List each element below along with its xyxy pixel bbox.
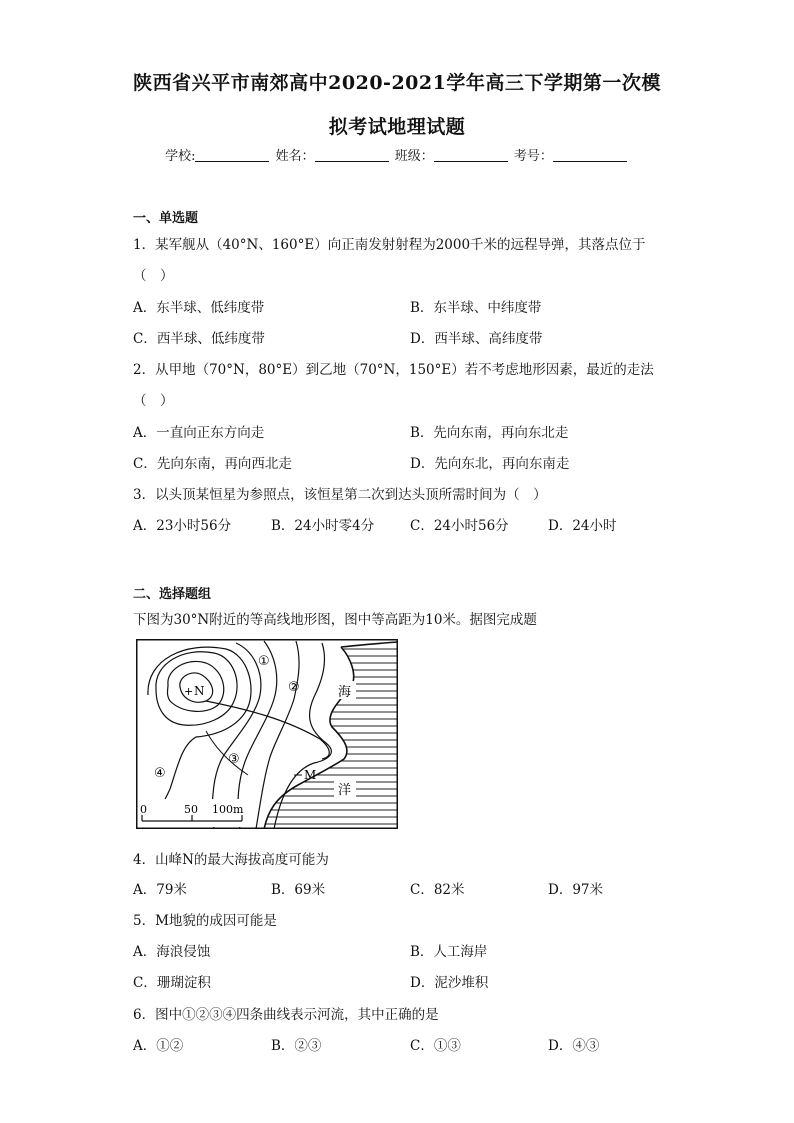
peak-marker: + <box>184 685 194 698</box>
name-label: 姓名： <box>275 149 315 164</box>
question-4-text: 4．山峰N的最大海拔高度可能为 <box>133 852 329 868</box>
question-4-option-a[interactable]: A．79米 <box>133 882 187 898</box>
class-label: 班级： <box>394 149 434 164</box>
label-river-1: ① <box>258 654 270 669</box>
number-label: 考号： <box>513 149 553 164</box>
question-4-option-c[interactable]: C．82米 <box>410 882 465 898</box>
question-1-option-d[interactable]: D．西半球、高纬度带 <box>410 331 543 347</box>
question-3-option-b[interactable]: B．24小时零4分 <box>271 518 375 534</box>
question-5-option-c[interactable]: C．珊瑚淀积 <box>133 975 211 991</box>
class-blank[interactable] <box>434 149 508 162</box>
label-river-3: ③ <box>228 752 240 767</box>
label-N: N <box>194 684 205 698</box>
question-1-option-b[interactable]: B．东半球、中纬度带 <box>410 300 542 316</box>
name-blank[interactable] <box>315 149 389 162</box>
question-1-text: 1．某军舰从（40°N、160°E）向正南发射射程为2000千米的远程导弹，其落点位于 <box>133 237 646 253</box>
question-2-option-d[interactable]: D．先向东北，再向东南走 <box>410 456 570 472</box>
question-6-option-c[interactable]: C．①③ <box>410 1038 461 1054</box>
question-2-option-c[interactable]: C．先向东南，再向西北走 <box>133 456 292 472</box>
question-6-option-d[interactable]: D．④③ <box>548 1038 600 1054</box>
question-2-option-b[interactable]: B．先向东南，再向东北走 <box>410 425 569 441</box>
question-2-option-a[interactable]: A．一直向正东方向走 <box>133 425 265 441</box>
section-heading-single-choice: 一、单选题 <box>133 211 199 226</box>
section-heading-question-group: 二、选择题组 <box>133 587 212 602</box>
question-1-paren: （ ） <box>133 268 174 284</box>
scale-label-100m: 100m <box>212 803 244 816</box>
number-blank[interactable] <box>553 149 627 162</box>
question-5-option-b[interactable]: B．人工海岸 <box>410 944 488 960</box>
question-5-text: 5．M地貌的成因可能是 <box>133 913 277 929</box>
student-info-row <box>0 145 794 164</box>
question-3-option-d[interactable]: D．24小时 <box>548 518 617 534</box>
scale-label-0: 0 <box>140 803 147 816</box>
question-1-option-c[interactable]: C．西半球、低纬度带 <box>133 331 265 347</box>
label-river-2: ② <box>288 680 300 695</box>
question-3-text: 3．以头顶某恒星为参照点，该恒星第二次到达头顶所需时间为（ ） <box>133 487 547 503</box>
contour-map-figure <box>136 639 398 829</box>
page-title: 陕西省兴平市南郊高中2020-2021学年高三下学期第一次模 <box>133 72 661 94</box>
label-river-4: ④ <box>154 766 166 781</box>
question-6-option-a[interactable]: A．①② <box>133 1038 184 1054</box>
section-2-intro: 下图为30°N附近的等高线地形图，图中等高距为10米。据图完成题 <box>133 612 537 628</box>
label-ocean: 洋 <box>338 783 352 798</box>
question-5-option-a[interactable]: A．海浪侵蚀 <box>133 944 211 960</box>
page-title-continued: 拟考试地理试题 <box>328 116 466 138</box>
question-4-option-d[interactable]: D．97米 <box>548 882 604 898</box>
question-4-option-b[interactable]: B．69米 <box>271 882 326 898</box>
question-2-paren: （ ） <box>133 393 174 409</box>
question-5-option-d[interactable]: D．泥沙堆积 <box>410 975 489 991</box>
question-3-option-a[interactable]: A．23小时56分 <box>133 518 232 534</box>
question-3-option-c[interactable]: C．24小时56分 <box>410 518 509 534</box>
scale-label-50: 50 <box>184 803 198 816</box>
school-label: 学校: <box>165 149 196 164</box>
label-sea: 海 <box>338 685 352 700</box>
school-blank[interactable] <box>195 149 269 162</box>
question-1-option-a[interactable]: A．东半球、低纬度带 <box>133 300 265 316</box>
question-6-option-b[interactable]: B．②③ <box>271 1038 322 1054</box>
label-M: M <box>304 768 317 782</box>
question-2-text: 2．从甲地（70°N，80°E）到乙地（70°N，150°E）若不考虑地形因素，最近的走法 <box>133 362 654 378</box>
question-6-text: 6．图中①②③④四条曲线表示河流，其中正确的是 <box>133 1007 439 1023</box>
